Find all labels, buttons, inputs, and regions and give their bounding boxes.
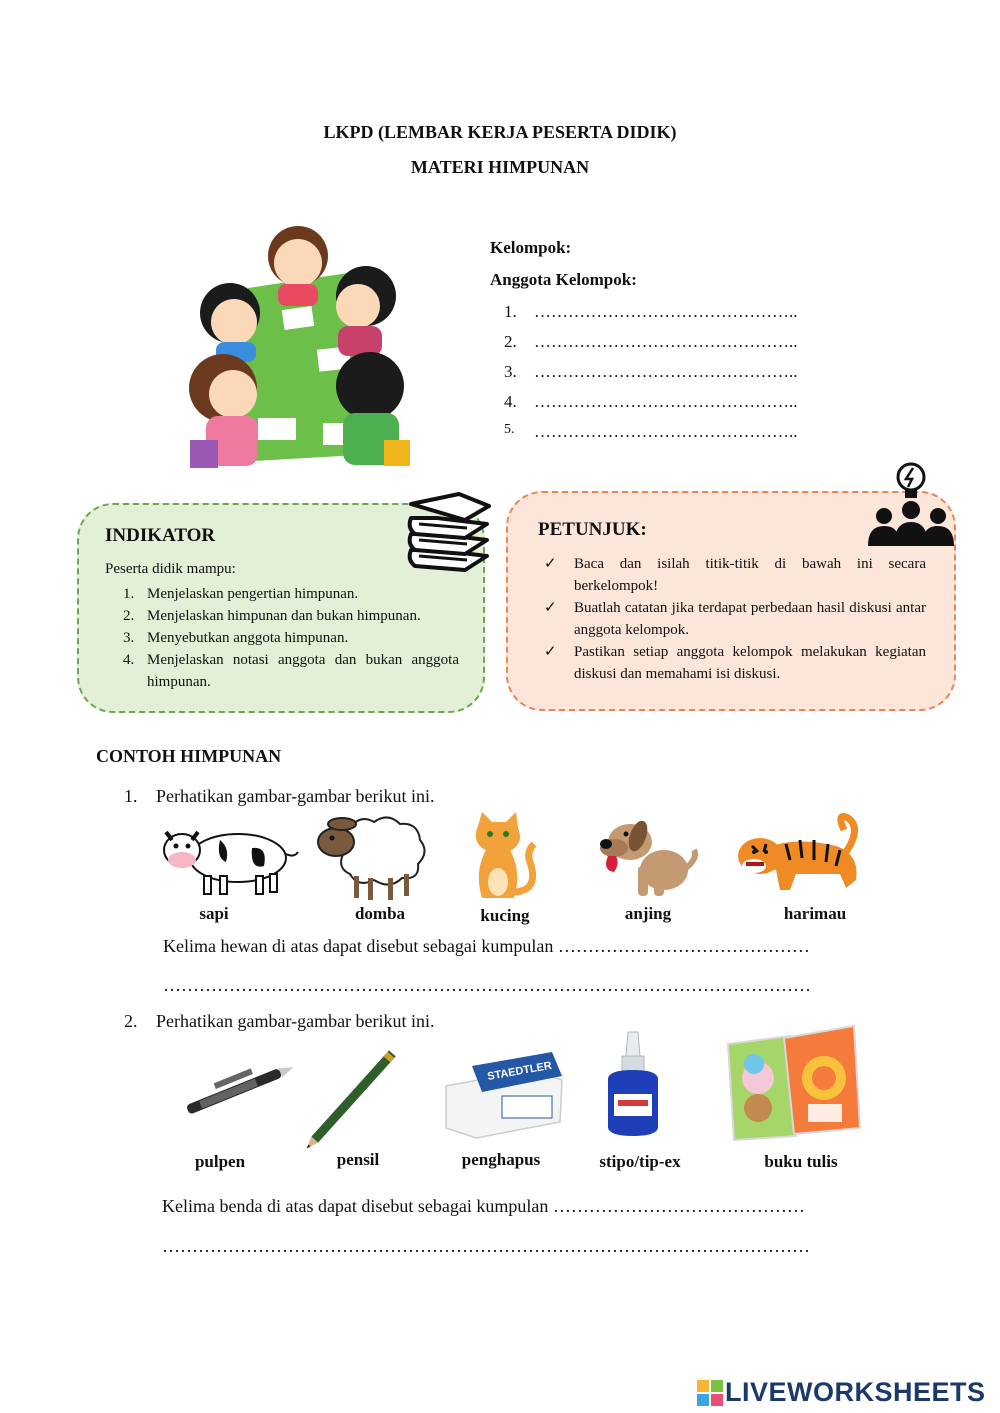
member-line[interactable] [504, 362, 864, 392]
q2-answer-line[interactable]: ……………………………………………………………………………………………… [162, 1236, 810, 1256]
member-number: 5. [504, 422, 515, 437]
indikator-title: INDIKATOR [105, 525, 216, 546]
q2-prompt: Perhatikan gambar-gambar berikut ini. [156, 1011, 435, 1031]
pencil-image [300, 1040, 412, 1152]
caption-anjing: anjing [624, 904, 672, 923]
q1-number: 1. [124, 786, 138, 806]
check-icon: ✓ [544, 556, 557, 572]
kelompok-label: Kelompok: [490, 238, 572, 257]
indikator-item: 2. Menjelaskan himpunan dan bukan himpunan. [123, 608, 421, 624]
q1-statement[interactable]: Kelima hewan di atas dapat disebut sebagai kumpulan …………………………………… [163, 936, 810, 956]
pen-image [178, 1044, 302, 1136]
check-icon: ✓ [544, 600, 557, 616]
sheep-image [310, 808, 430, 902]
group-discussion-illustration [188, 218, 414, 472]
dog-image [598, 814, 698, 900]
member-number: 3. [504, 362, 517, 381]
member-line[interactable] [504, 332, 864, 362]
cat-image [464, 812, 542, 904]
caption-pulpen: pulpen [194, 1152, 246, 1171]
check-icon: ✓ [544, 644, 557, 660]
indikator-item: 1. Menjelaskan pengertian himpunan. [123, 586, 359, 602]
caption-sapi: sapi [199, 904, 229, 923]
caption-stipo: stipo/tip-ex [599, 1152, 681, 1171]
liveworksheets-logo [697, 1377, 986, 1408]
caption-kucing: kucing [480, 906, 530, 925]
caption-harimau: harimau [783, 904, 847, 923]
correction-fluid-image [600, 1030, 666, 1140]
member-line[interactable] [504, 422, 864, 452]
member-number: 4. [504, 392, 517, 411]
indikator-intro: Peserta didik mampu: [105, 561, 236, 577]
member-blank: ……………………………………….. [534, 362, 798, 381]
q1-answer-line[interactable]: ……………………………………………………………………………………………… [163, 975, 811, 995]
team-idea-icon [866, 460, 956, 550]
caption-penghapus: penghapus [461, 1150, 541, 1169]
contoh-heading: CONTOH HIMPUNAN [96, 746, 282, 766]
member-blank: ……………………………………….. [534, 302, 798, 321]
eraser-image [442, 1046, 566, 1140]
member-blank: ……………………………………….. [534, 332, 798, 351]
indikator-list [123, 583, 459, 693]
books-icon [403, 490, 495, 574]
petunjuk-item: ✓ Buatlah catatan jika terdapat perbedaan hasil diskusi antar anggota kelompok. [544, 597, 926, 641]
petunjuk-title: PETUNJUK: [538, 519, 647, 540]
member-line[interactable] [504, 392, 864, 422]
caption-buku-tulis: buku tulis [764, 1152, 838, 1171]
member-blank: ……………………………………….. [534, 392, 798, 411]
petunjuk-item: ✓ Pastikan setiap anggota kelompok melakukan kegiatan diskusi dan memahami isi diskusi. [544, 641, 926, 685]
liveworksheets-logo-icon [697, 1380, 723, 1406]
q2-number: 2. [124, 1011, 138, 1031]
q1-prompt: Perhatikan gambar-gambar berikut ini. [156, 786, 435, 806]
liveworksheets-logo-text: LIVEWORKSHEETS [725, 1377, 986, 1407]
tiger-image [736, 808, 878, 896]
q2-statement[interactable]: Kelima benda di atas dapat disebut sebagai kumpulan …………………………………… [162, 1196, 805, 1216]
eraser-brand-text: STAEDTLER [486, 1059, 553, 1083]
page-title: LKPD (LEMBAR KERJA PESERTA DIDIK) [323, 122, 677, 142]
anggota-label: Anggota Kelompok: [490, 270, 637, 289]
member-list [504, 302, 864, 452]
notebook-image [724, 1024, 862, 1142]
indikator-item: 4. Menjelaskan notasi anggota dan bukan anggota himpunan. [123, 652, 459, 690]
caption-domba: domba [354, 904, 406, 923]
member-line[interactable] [504, 302, 864, 332]
petunjuk-list [544, 553, 926, 685]
caption-pensil: pensil [336, 1150, 380, 1169]
member-number: 1. [504, 302, 517, 321]
page-subtitle: MATERI HIMPUNAN [410, 157, 590, 177]
indikator-item: 3. Menyebutkan anggota himpunan. [123, 630, 349, 646]
cow-image [160, 818, 300, 898]
petunjuk-item: ✓ Baca dan isilah titik-titik di bawah ini secara berkelompok! [544, 553, 926, 597]
member-blank: ……………………………………….. [534, 422, 798, 441]
member-number: 2. [504, 332, 517, 351]
